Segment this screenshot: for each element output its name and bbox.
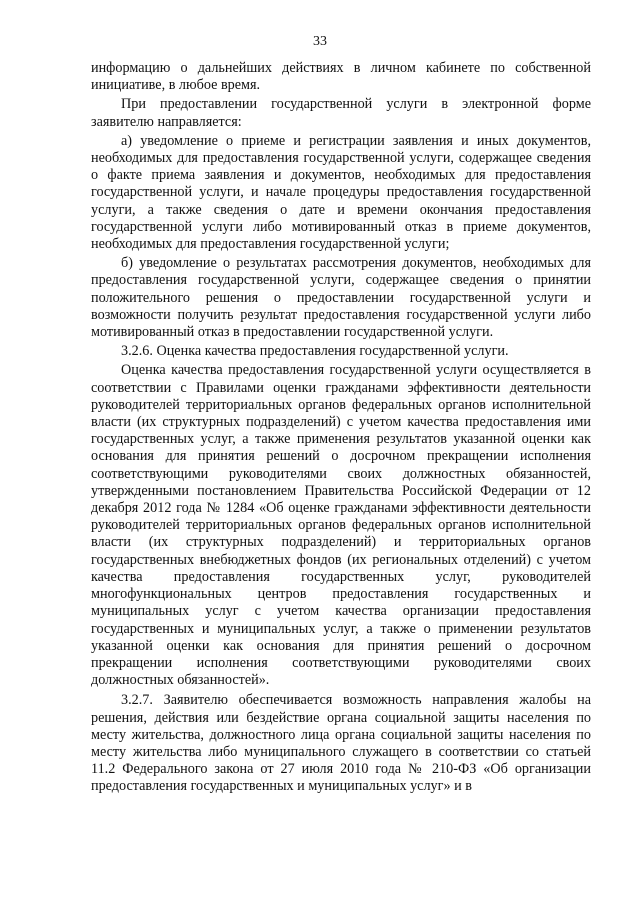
paragraph-electronic-form: При предоставлении государственной услуги в электронной форме заявителю направляется:	[91, 96, 591, 130]
paragraph-3-2-7: 3.2.7. Заявителю обеспечивается возможность направления жалобы на решения, действия или бездействие органа социальной защиты населения по месту жительства, должностного лица органа социальной защиты населения по месту жительства либо муниципального служащего в соответствии со статьей 11.2 Федерального закона от 27 июля 2010 года № 210-ФЗ «Об организации предоставления государственных и муниципальных услуг» и в	[91, 692, 591, 795]
document-body	[91, 60, 591, 796]
paragraph-item-b: б) уведомление о результатах рассмотрения документов, необходимых для предоставления государственной услуги, содержащее сведения о принятии положительного решения о предоставлении государственной услуги и возможности получить результат предоставления государственной услуги либо мотивированный отказ в предоставлении государственной услуги.	[91, 255, 591, 341]
page-number: 33	[313, 34, 327, 49]
paragraph-item-a: а) уведомление о приеме и регистрации заявления и иных документов, необходимых для предоставления государственной услуги, содержащее сведения о факте приема заявления и документов, необходимых для предоставления государственной услуги, и начале процедуры предоставления государственной услуги, а также сведения о дате и времени окончания предоставления государственной услуги либо мотивированный отказ в приеме документов, необходимых для предоставления государственной услуги;	[91, 132, 591, 253]
paragraph-quality-assessment: Оценка качества предоставления государственной услуги осуществляется в соответствии с Правилами оценки гражданами эффективности деятельности руководителей территориальных органов федеральных органов исполнительной власти (их структурных подразделений) с учетом качества предоставления ими государственных услуг, а также применения результатов указанной оценки как основания для принятия решений о досрочном прекращении исполнения соответствующими руководителями своих должностных обязанностей, утвержденными постановлением Правительства Российской Федерации от 12 декабря 2012 года № 1284 «Об оценке гражданами эффективности деятельности руководителей территориальных органов федеральных органов исполнительной власти (их структурных подразделений) и территориальных органов государственных внебюджетных фондов (их региональных отделений) с учетом качества предоставления государственных услуг, руководителей многофункциональных центров предоставления государственных и муниципальных услуг с учетом качества организации предоставления государственных и муниципальных услуг, а также о применении результатов указанной оценки как основания для принятия решений о досрочном прекращении исполнения соответствующими руководителями своих должностных обязанностей».	[91, 362, 591, 689]
section-heading-3-2-6: 3.2.6. Оценка качества предоставления государственной услуги.	[121, 343, 509, 360]
paragraph-continuation: информацию о дальнейших действиях в личном кабинете по собственной инициативе, в любое время.	[91, 60, 591, 94]
